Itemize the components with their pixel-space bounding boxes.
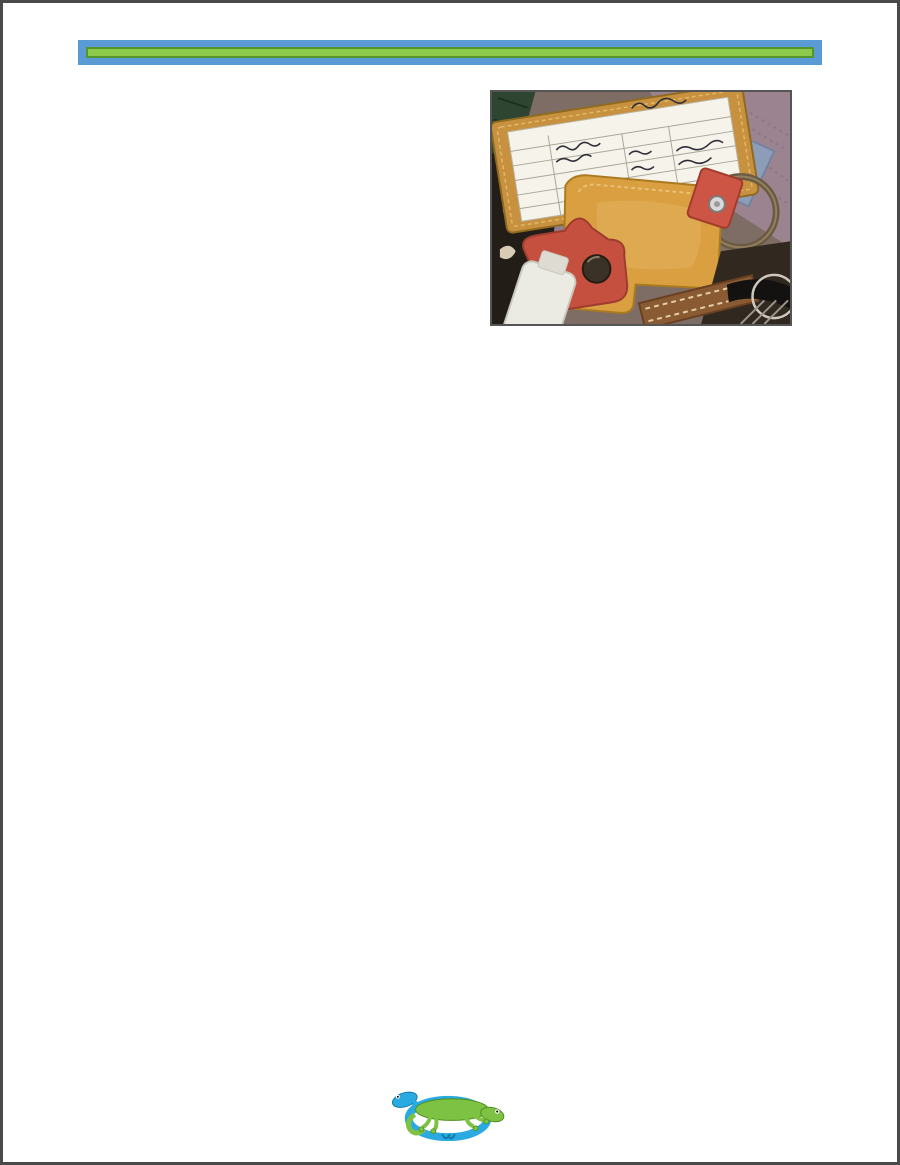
document-body: [78, 86, 822, 332]
footer: [81, 1085, 819, 1149]
lizard-logo-graphic: [391, 1085, 509, 1144]
two-lizards-logo: [391, 1085, 509, 1143]
title-banner: [78, 40, 822, 65]
photo-illustration: [492, 92, 790, 324]
page-title: [86, 47, 814, 58]
footer-copyright: [81, 1085, 106, 1165]
body-section-with-photo: [78, 86, 822, 332]
vaccine-card-holder-photo: [490, 90, 792, 326]
